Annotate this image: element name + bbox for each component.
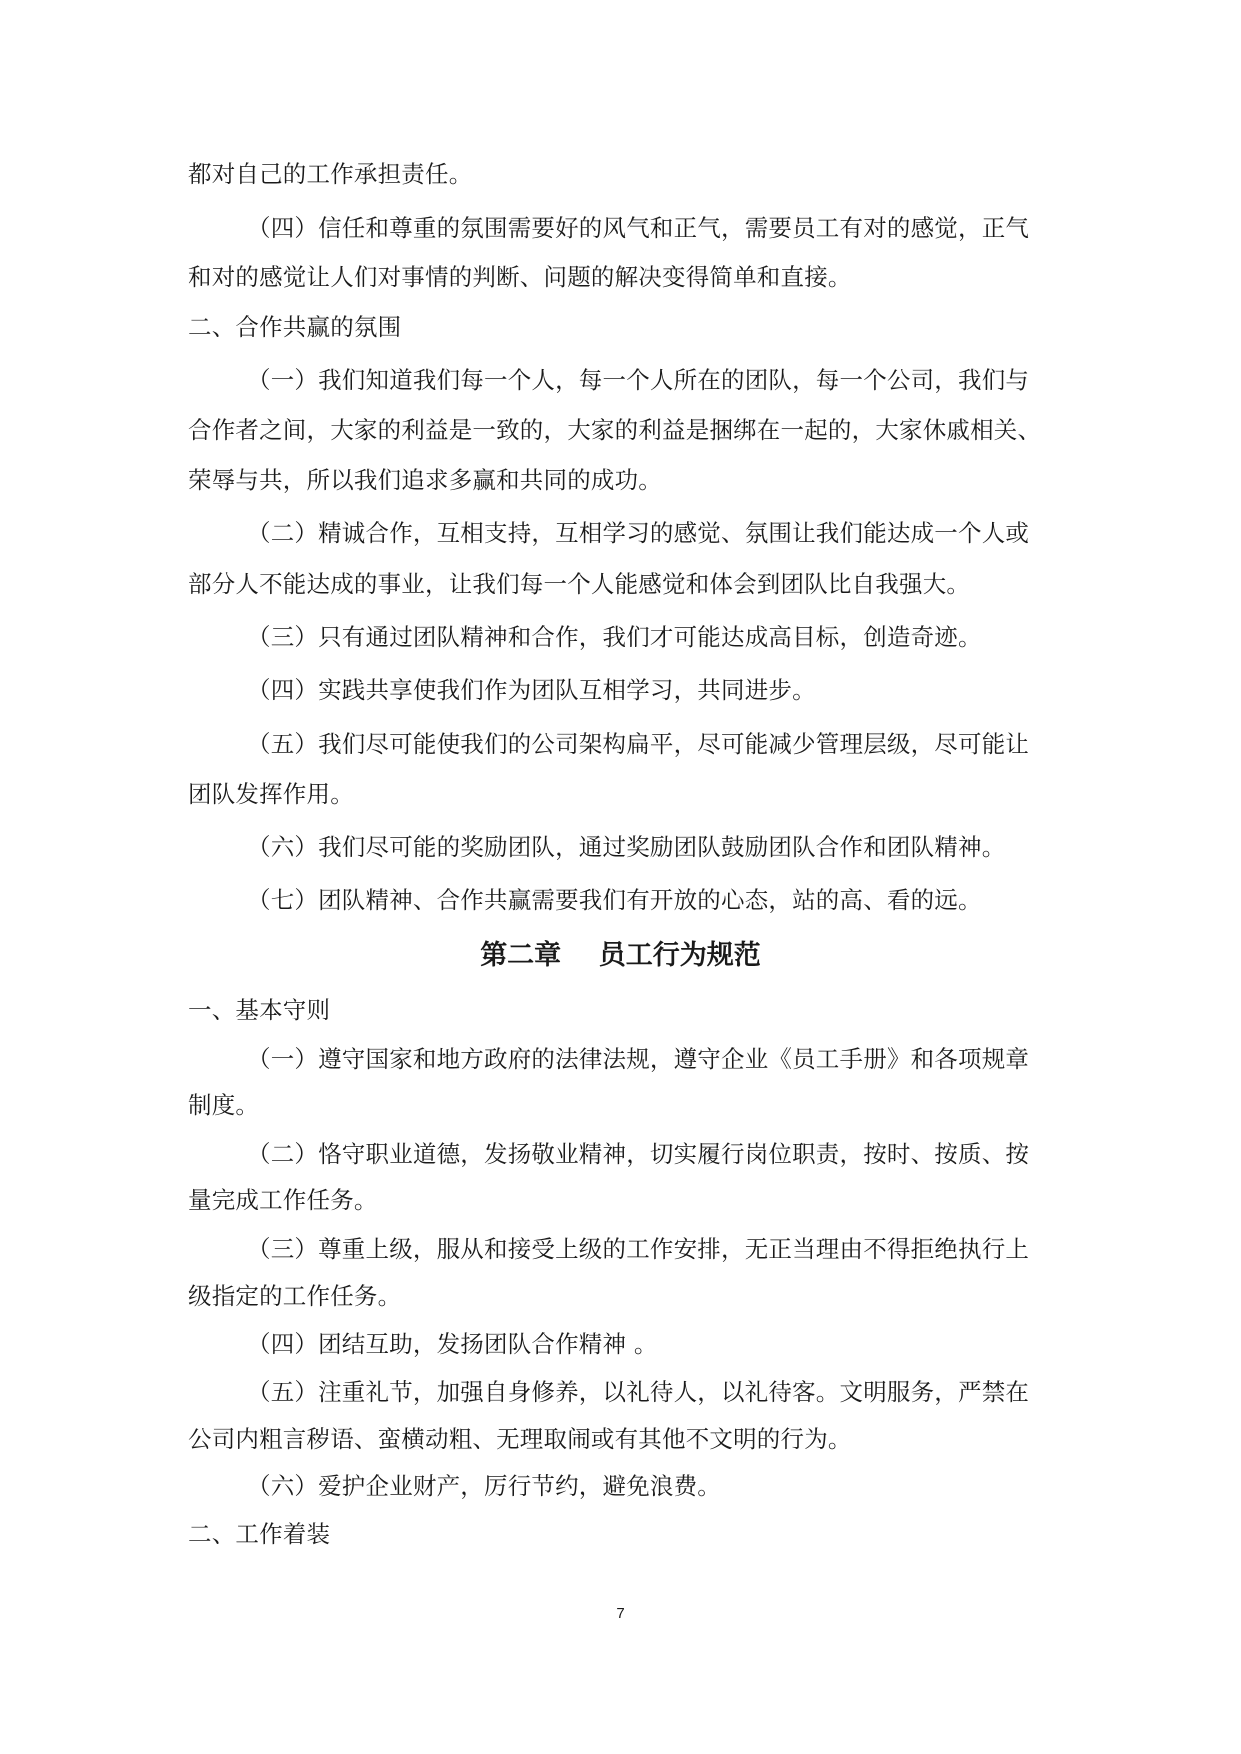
paragraph-line: （四）团结互助，发扬团队合作精神 。 <box>247 1330 658 1358</box>
paragraph-line: 和对的感觉让人们对事情的判断、问题的解决变得简单和直接。 <box>188 263 852 291</box>
paragraph-line: 制度。 <box>188 1091 260 1119</box>
paragraph-line: （四）信任和尊重的氛围需要好的风气和正气，需要员工有对的感觉，正气 <box>247 214 1030 242</box>
paragraph-line: （二）恪守职业道德，发扬敬业精神，切实履行岗位职责，按时、按质、按 <box>247 1140 1030 1168</box>
paragraph-line: （四）实践共享使我们作为团队互相学习，共同进步。 <box>247 676 816 704</box>
paragraph-line: （一）遵守国家和地方政府的法律法规，遵守企业《员工手册》和各项规章 <box>247 1045 1030 1073</box>
section-heading: 二、工作着装 <box>188 1520 331 1548</box>
paragraph-line: （五）我们尽可能使我们的公司架构扁平，尽可能减少管理层级，尽可能让 <box>247 730 1030 758</box>
paragraph-line: 公司内粗言秽语、蛮横动粗、无理取闹或有其他不文明的行为。 <box>188 1425 852 1453</box>
chapter-title: 第二章 员工行为规范 <box>480 940 761 971</box>
paragraph-line: 级指定的工作任务。 <box>188 1282 402 1310</box>
paragraph-line: 合作者之间，大家的利益是一致的，大家的利益是捆绑在一起的，大家休戚相关、 <box>188 416 1042 444</box>
paragraph-line: （七）团队精神、合作共赢需要我们有开放的心态，站的高、看的远。 <box>247 886 982 914</box>
paragraph-line: （三）只有通过团队精神和合作，我们才可能达成高目标，创造奇迹。 <box>247 623 982 651</box>
paragraph-line: 都对自己的工作承担责任。 <box>188 160 473 188</box>
paragraph-line: 荣辱与共，所以我们追求多赢和共同的成功。 <box>188 466 662 494</box>
page-number: 7 <box>616 1605 625 1622</box>
paragraph-line: 量完成工作任务。 <box>188 1186 378 1214</box>
paragraph-line: 团队发挥作用。 <box>188 780 354 808</box>
paragraph-line: 部分人不能达成的事业，让我们每一个人能感觉和体会到团队比自我强大。 <box>188 570 971 598</box>
paragraph-line: （一）我们知道我们每一个人，每一个人所在的团队，每一个公司，我们与 <box>247 366 1030 394</box>
paragraph-line: （二）精诚合作，互相支持，互相学习的感觉、氛围让我们能达成一个人或 <box>247 519 1030 547</box>
section-heading: 二、合作共赢的氛围 <box>188 313 402 341</box>
paragraph-line: （六）爱护企业财产，厉行节约，避免浪费。 <box>247 1472 721 1500</box>
section-heading: 一、基本守则 <box>188 996 331 1024</box>
paragraph-line: （六）我们尽可能的奖励团队，通过奖励团队鼓励团队合作和团队精神。 <box>247 833 1006 861</box>
paragraph-line: （五）注重礼节，加强自身修养，以礼待人，以礼待客。文明服务，严禁在 <box>247 1378 1030 1406</box>
paragraph-line: （三）尊重上级，服从和接受上级的工作安排，无正当理由不得拒绝执行上 <box>247 1235 1030 1263</box>
